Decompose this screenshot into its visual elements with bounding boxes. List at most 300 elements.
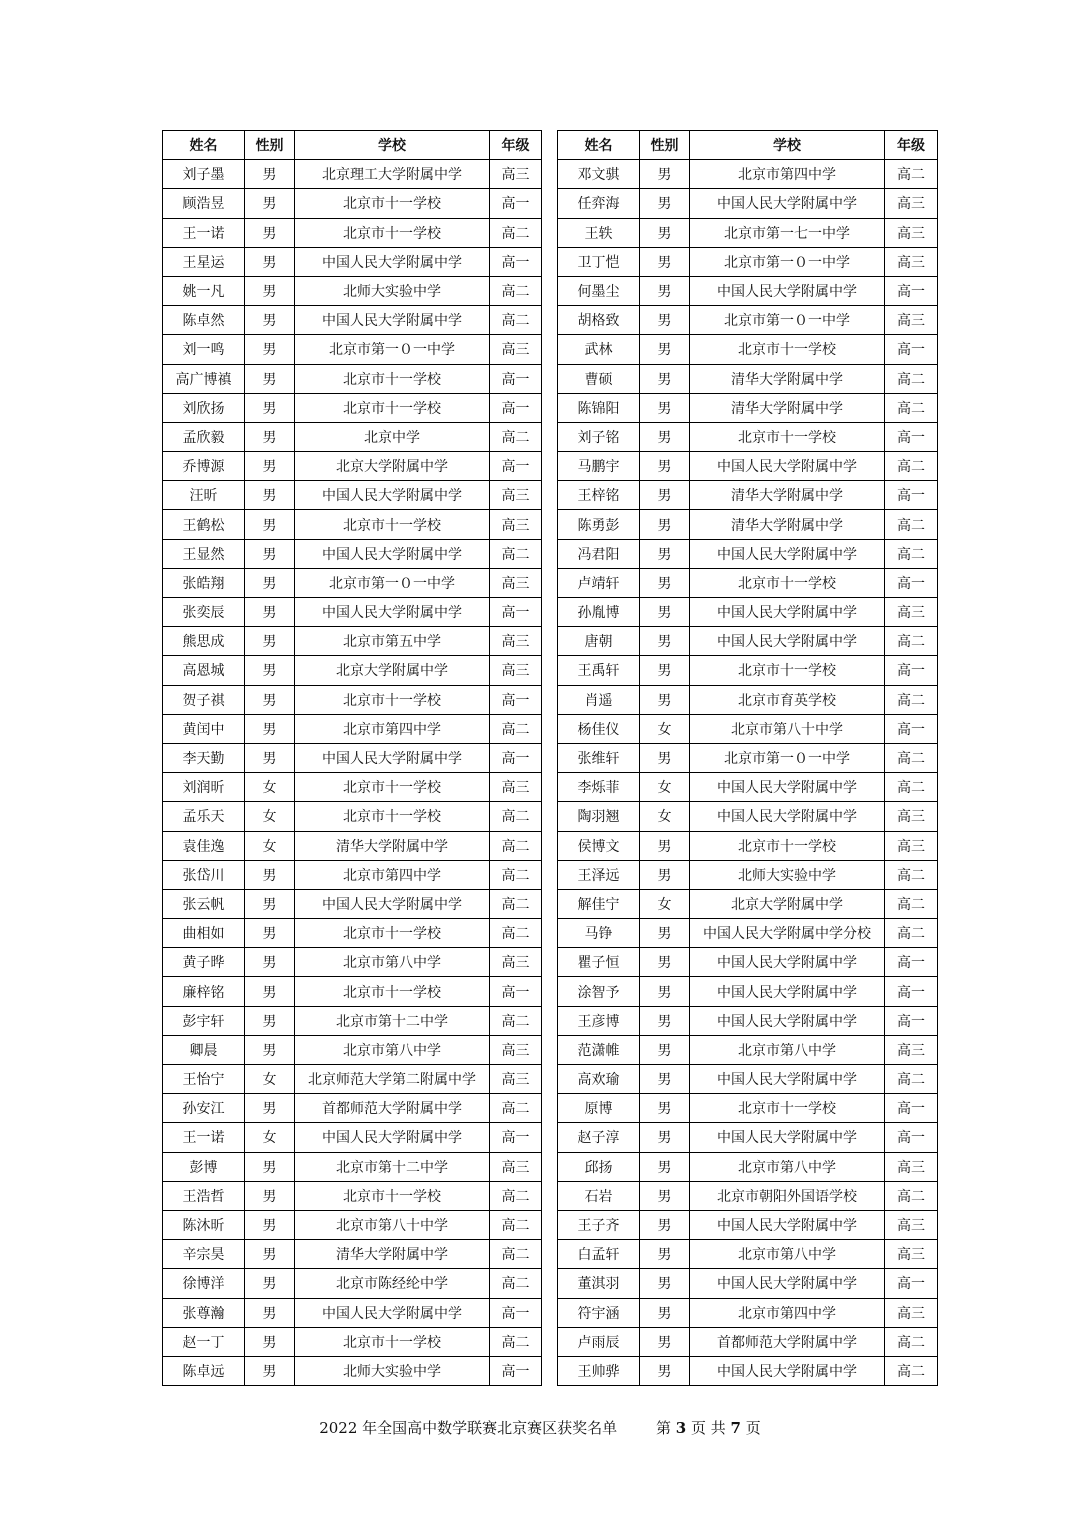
table-row — [163, 568, 542, 597]
cell-school: 北京市十一学校 — [295, 685, 490, 714]
cell-grade: 高一 — [885, 948, 938, 977]
cell-name: 侯博文 — [558, 831, 640, 860]
table-row — [163, 1152, 542, 1181]
page-indicator — [656, 1419, 761, 1437]
cell-school: 北京市第五中学 — [295, 627, 490, 656]
cell-gender: 男 — [640, 1152, 690, 1181]
table-row — [163, 510, 542, 539]
table-row — [558, 831, 938, 860]
cell-grade: 高二 — [885, 393, 938, 422]
table-row — [558, 452, 938, 481]
cell-school: 北京市十一学校 — [295, 919, 490, 948]
cell-grade: 高二 — [490, 1094, 542, 1123]
cell-school: 中国人民大学附属中学 — [690, 598, 885, 627]
cell-school: 北京市十一学校 — [295, 393, 490, 422]
cell-school: 北京市第八中学 — [690, 1035, 885, 1064]
cell-gender: 男 — [245, 1240, 295, 1269]
cell-grade: 高一 — [885, 335, 938, 364]
table-row — [558, 422, 938, 451]
award-table-right — [557, 130, 938, 1386]
cell-grade: 高二 — [490, 1240, 542, 1269]
cell-school: 北京市第八中学 — [690, 1240, 885, 1269]
cell-name: 卢雨辰 — [558, 1327, 640, 1356]
cell-grade: 高二 — [490, 1327, 542, 1356]
cell-name: 张奕辰 — [163, 598, 245, 627]
cell-school: 北京市第一七一中学 — [690, 218, 885, 247]
cell-grade: 高一 — [490, 598, 542, 627]
cell-grade: 高三 — [490, 948, 542, 977]
cell-gender: 男 — [640, 1356, 690, 1385]
cell-name: 解佳宁 — [558, 889, 640, 918]
cell-school: 北师大实验中学 — [295, 276, 490, 305]
cell-grade: 高一 — [885, 481, 938, 510]
cell-name: 卫丁恺 — [558, 247, 640, 276]
cell-grade: 高二 — [490, 422, 542, 451]
cell-name: 张云帆 — [163, 889, 245, 918]
table-row — [163, 1006, 542, 1035]
cell-school: 首都师范大学附属中学 — [690, 1327, 885, 1356]
cell-school: 北京市十一学校 — [690, 656, 885, 685]
cell-gender: 男 — [245, 160, 295, 189]
cell-name: 乔博源 — [163, 452, 245, 481]
cell-grade: 高三 — [490, 1065, 542, 1094]
cell-school: 中国人民大学附属中学 — [690, 773, 885, 802]
table-header-row — [163, 131, 542, 160]
table-row — [558, 1123, 938, 1152]
header-grade: 年级 — [885, 131, 938, 160]
cell-school: 北京市第四中学 — [690, 160, 885, 189]
cell-gender: 男 — [245, 1298, 295, 1327]
table-row — [163, 1269, 542, 1298]
cell-grade: 高一 — [885, 276, 938, 305]
cell-name: 石岩 — [558, 1181, 640, 1210]
cell-name: 瞿子恒 — [558, 948, 640, 977]
cell-school: 北京市十一学校 — [690, 1094, 885, 1123]
cell-grade: 高三 — [885, 1152, 938, 1181]
cell-name: 原博 — [558, 1094, 640, 1123]
cell-gender: 男 — [640, 1240, 690, 1269]
cell-school: 北京市十一学校 — [295, 773, 490, 802]
cell-name: 王梓铭 — [558, 481, 640, 510]
cell-gender: 男 — [640, 539, 690, 568]
cell-grade: 高二 — [885, 860, 938, 889]
cell-gender: 女 — [640, 714, 690, 743]
cell-school: 首都师范大学附属中学 — [295, 1094, 490, 1123]
cell-school: 中国人民大学附属中学 — [690, 1210, 885, 1239]
cell-school: 中国人民大学附属中学 — [295, 1298, 490, 1327]
table-row — [558, 539, 938, 568]
cell-name: 陶羽翘 — [558, 802, 640, 831]
cell-gender: 男 — [245, 627, 295, 656]
cell-gender: 男 — [245, 393, 295, 422]
table-row — [558, 189, 938, 218]
cell-name: 刘子墨 — [163, 160, 245, 189]
cell-name: 高恩城 — [163, 656, 245, 685]
cell-grade: 高一 — [885, 714, 938, 743]
page-prefix: 第 — [655, 1419, 671, 1437]
cell-name: 王一诺 — [163, 1123, 245, 1152]
table-row — [558, 160, 938, 189]
cell-gender: 男 — [245, 685, 295, 714]
cell-school: 北京市第八中学 — [295, 1035, 490, 1064]
table-row — [558, 860, 938, 889]
cell-grade: 高三 — [885, 189, 938, 218]
cell-gender: 男 — [245, 919, 295, 948]
cell-gender: 男 — [245, 598, 295, 627]
cell-name: 曹硕 — [558, 364, 640, 393]
cell-grade: 高一 — [885, 1123, 938, 1152]
cell-gender: 男 — [640, 1327, 690, 1356]
table-row — [558, 276, 938, 305]
cell-school: 清华大学附属中学 — [690, 393, 885, 422]
cell-school: 北京市十一学校 — [690, 335, 885, 364]
table-row — [163, 714, 542, 743]
table-row — [558, 773, 938, 802]
cell-name: 孟乐天 — [163, 802, 245, 831]
table-row — [163, 276, 542, 305]
table-row — [163, 335, 542, 364]
cell-name: 白孟轩 — [558, 1240, 640, 1269]
table-row — [558, 306, 938, 335]
cell-school: 中国人民大学附属中学 — [295, 539, 490, 568]
header-school: 学校 — [690, 131, 885, 160]
cell-name: 王彦博 — [558, 1006, 640, 1035]
cell-gender: 男 — [245, 714, 295, 743]
cell-school: 北京中学 — [295, 422, 490, 451]
cell-grade: 高三 — [490, 773, 542, 802]
cell-school: 北京市十一学校 — [690, 568, 885, 597]
cell-grade: 高三 — [885, 1298, 938, 1327]
cell-school: 北京市第八中学 — [295, 948, 490, 977]
cell-name: 刘一鸣 — [163, 335, 245, 364]
cell-gender: 女 — [640, 773, 690, 802]
cell-name: 彭博 — [163, 1152, 245, 1181]
footer-title: 2022 年全国高中数学联赛北京赛区获奖名单 — [319, 1419, 618, 1437]
table-row — [558, 1152, 938, 1181]
cell-name: 王鹤松 — [163, 510, 245, 539]
cell-gender: 男 — [640, 919, 690, 948]
cell-grade: 高三 — [490, 335, 542, 364]
cell-school: 北京师范大学第二附属中学 — [295, 1065, 490, 1094]
table-row — [558, 335, 938, 364]
cell-school: 北京市第十二中学 — [295, 1006, 490, 1035]
cell-grade: 高二 — [885, 1356, 938, 1385]
cell-name: 王浩哲 — [163, 1181, 245, 1210]
cell-gender: 男 — [245, 1035, 295, 1064]
cell-school: 北京市第一０一中学 — [690, 306, 885, 335]
table-row — [163, 160, 542, 189]
cell-school: 北京市第一０一中学 — [690, 247, 885, 276]
table-row — [558, 743, 938, 772]
cell-school: 中国人民大学附属中学 — [690, 1356, 885, 1385]
table-row — [558, 656, 938, 685]
cell-grade: 高一 — [490, 1298, 542, 1327]
cell-gender: 男 — [245, 1327, 295, 1356]
cell-name: 张皓翔 — [163, 568, 245, 597]
cell-gender: 女 — [640, 889, 690, 918]
cell-name: 冯君阳 — [558, 539, 640, 568]
cell-grade: 高三 — [885, 598, 938, 627]
cell-school: 北京市十一学校 — [295, 218, 490, 247]
cell-name: 王星运 — [163, 247, 245, 276]
cell-school: 中国人民大学附属中学 — [295, 1123, 490, 1152]
cell-gender: 男 — [245, 1181, 295, 1210]
cell-school: 清华大学附属中学 — [690, 481, 885, 510]
cell-school: 中国人民大学附属中学 — [690, 452, 885, 481]
table-row — [558, 510, 938, 539]
cell-gender: 男 — [640, 189, 690, 218]
cell-grade: 高二 — [885, 539, 938, 568]
table-row — [558, 1006, 938, 1035]
cell-school: 中国人民大学附属中学 — [690, 1065, 885, 1094]
cell-name: 任弈海 — [558, 189, 640, 218]
cell-school: 北京市十一学校 — [295, 1327, 490, 1356]
cell-gender: 男 — [640, 1269, 690, 1298]
cell-grade: 高二 — [490, 1210, 542, 1239]
header-school: 学校 — [295, 131, 490, 160]
cell-name: 曲相如 — [163, 919, 245, 948]
cell-gender: 男 — [640, 335, 690, 364]
cell-name: 何墨尘 — [558, 276, 640, 305]
cell-grade: 高三 — [885, 218, 938, 247]
table-row — [558, 977, 938, 1006]
table-row — [163, 452, 542, 481]
cell-gender: 男 — [640, 656, 690, 685]
cell-name: 高广博禛 — [163, 364, 245, 393]
cell-name: 黄子晔 — [163, 948, 245, 977]
table-row — [163, 802, 542, 831]
cell-gender: 男 — [640, 1298, 690, 1327]
cell-school: 北京大学附属中学 — [295, 656, 490, 685]
cell-school: 北京市十一学校 — [690, 422, 885, 451]
cell-name: 高欢瑜 — [558, 1065, 640, 1094]
table-row — [163, 1210, 542, 1239]
cell-name: 卢靖轩 — [558, 568, 640, 597]
table-row — [558, 1035, 938, 1064]
table-row — [163, 218, 542, 247]
cell-grade: 高二 — [490, 889, 542, 918]
cell-grade: 高三 — [885, 306, 938, 335]
cell-grade: 高一 — [885, 422, 938, 451]
cell-name: 陈沐昕 — [163, 1210, 245, 1239]
table-row — [558, 568, 938, 597]
cell-school: 中国人民大学附属中学 — [690, 948, 885, 977]
cell-name: 刘润昕 — [163, 773, 245, 802]
cell-gender: 男 — [640, 948, 690, 977]
table-row — [163, 743, 542, 772]
cell-name: 刘欣扬 — [163, 393, 245, 422]
table-row — [163, 481, 542, 510]
cell-name: 武林 — [558, 335, 640, 364]
cell-name: 肖遥 — [558, 685, 640, 714]
award-table-left — [162, 130, 542, 1386]
cell-grade: 高二 — [885, 1065, 938, 1094]
cell-school: 北京市十一学校 — [295, 510, 490, 539]
table-row — [163, 948, 542, 977]
cell-school: 中国人民大学附属中学 — [690, 1123, 885, 1152]
cell-gender: 男 — [245, 1006, 295, 1035]
cell-gender: 男 — [245, 510, 295, 539]
cell-name: 顾浩昱 — [163, 189, 245, 218]
table-row — [163, 1327, 542, 1356]
cell-grade: 高二 — [490, 714, 542, 743]
cell-name: 李烁菲 — [558, 773, 640, 802]
cell-grade: 高三 — [885, 802, 938, 831]
table-row — [558, 218, 938, 247]
cell-grade: 高一 — [490, 452, 542, 481]
cell-grade: 高二 — [490, 831, 542, 860]
cell-name: 辛宗昊 — [163, 1240, 245, 1269]
cell-gender: 男 — [640, 1094, 690, 1123]
cell-school: 北京市朝阳外国语学校 — [690, 1181, 885, 1210]
table-row — [163, 1065, 542, 1094]
cell-grade: 高二 — [885, 160, 938, 189]
cell-school: 北京大学附属中学 — [690, 889, 885, 918]
cell-school: 中国人民大学附属中学 — [690, 977, 885, 1006]
cell-grade: 高二 — [490, 218, 542, 247]
cell-school: 北京理工大学附属中学 — [295, 160, 490, 189]
cell-gender: 男 — [640, 452, 690, 481]
cell-grade: 高三 — [490, 627, 542, 656]
cell-name: 张尊瀚 — [163, 1298, 245, 1327]
cell-gender: 女 — [640, 802, 690, 831]
cell-name: 袁佳逸 — [163, 831, 245, 860]
table-row — [163, 189, 542, 218]
cell-school: 中国人民大学附属中学 — [295, 598, 490, 627]
table-row — [558, 1065, 938, 1094]
cell-school: 北京市第十二中学 — [295, 1152, 490, 1181]
cell-school: 北京市育英学校 — [690, 685, 885, 714]
cell-name: 贺子祺 — [163, 685, 245, 714]
table-row — [558, 364, 938, 393]
cell-school: 北京市第四中学 — [690, 1298, 885, 1327]
cell-name: 王怡宁 — [163, 1065, 245, 1094]
cell-grade: 高一 — [885, 656, 938, 685]
cell-school: 清华大学附属中学 — [295, 1240, 490, 1269]
cell-gender: 男 — [640, 568, 690, 597]
cell-school: 北京市第八十中学 — [690, 714, 885, 743]
cell-school: 中国人民大学附属中学分校 — [690, 919, 885, 948]
cell-school: 中国人民大学附属中学 — [295, 481, 490, 510]
cell-gender: 男 — [640, 160, 690, 189]
table-row — [558, 1240, 938, 1269]
cell-grade: 高一 — [490, 247, 542, 276]
cell-gender: 男 — [640, 627, 690, 656]
table-row — [558, 802, 938, 831]
cell-school: 北师大实验中学 — [295, 1356, 490, 1385]
cell-gender: 男 — [640, 831, 690, 860]
table-row — [163, 422, 542, 451]
cell-name: 符宇涵 — [558, 1298, 640, 1327]
cell-grade: 高一 — [490, 189, 542, 218]
cell-name: 陈勇彭 — [558, 510, 640, 539]
cell-grade: 高一 — [490, 1356, 542, 1385]
cell-grade: 高二 — [885, 364, 938, 393]
cell-school: 北京市第八中学 — [690, 1152, 885, 1181]
table-row — [163, 977, 542, 1006]
cell-school: 北京大学附属中学 — [295, 452, 490, 481]
header-name: 姓名 — [163, 131, 245, 160]
cell-school: 北京市第一０一中学 — [690, 743, 885, 772]
cell-school: 北京市第一０一中学 — [295, 568, 490, 597]
cell-grade: 高二 — [885, 685, 938, 714]
cell-gender: 男 — [640, 510, 690, 539]
cell-school: 北京市第四中学 — [295, 860, 490, 889]
table-row — [163, 247, 542, 276]
table-row — [558, 889, 938, 918]
cell-grade: 高三 — [490, 568, 542, 597]
table-row — [558, 1094, 938, 1123]
cell-grade: 高一 — [885, 977, 938, 1006]
cell-name: 马鹏宇 — [558, 452, 640, 481]
cell-name: 赵一丁 — [163, 1327, 245, 1356]
table-row — [163, 656, 542, 685]
cell-name: 陈锦阳 — [558, 393, 640, 422]
cell-gender: 男 — [640, 1065, 690, 1094]
cell-gender: 男 — [640, 598, 690, 627]
cell-name: 涂智予 — [558, 977, 640, 1006]
table-row — [558, 247, 938, 276]
table-row — [163, 598, 542, 627]
cell-gender: 男 — [245, 568, 295, 597]
table-row — [163, 685, 542, 714]
cell-gender: 女 — [245, 1065, 295, 1094]
table-row — [558, 1327, 938, 1356]
cell-grade: 高二 — [490, 1006, 542, 1035]
cell-grade: 高一 — [490, 685, 542, 714]
cell-grade: 高三 — [885, 1035, 938, 1064]
table-row — [558, 598, 938, 627]
page-suffix: 页 — [745, 1419, 761, 1437]
cell-gender: 男 — [245, 189, 295, 218]
cell-gender: 男 — [245, 306, 295, 335]
cell-gender: 男 — [640, 860, 690, 889]
cell-grade: 高二 — [885, 510, 938, 539]
table-row — [558, 1269, 938, 1298]
table-row — [558, 481, 938, 510]
cell-name: 王禹轩 — [558, 656, 640, 685]
cell-gender: 男 — [245, 422, 295, 451]
cell-grade: 高三 — [490, 160, 542, 189]
cell-school: 中国人民大学附属中学 — [690, 276, 885, 305]
table-row — [163, 1035, 542, 1064]
cell-school: 中国人民大学附属中学 — [690, 1269, 885, 1298]
cell-name: 李天勤 — [163, 743, 245, 772]
cell-name: 范潇帷 — [558, 1035, 640, 1064]
header-grade: 年级 — [490, 131, 542, 160]
cell-gender: 男 — [640, 247, 690, 276]
cell-gender: 男 — [640, 977, 690, 1006]
cell-name: 张维轩 — [558, 743, 640, 772]
cell-grade: 高二 — [885, 919, 938, 948]
cell-grade: 高三 — [490, 1035, 542, 1064]
cell-gender: 男 — [245, 948, 295, 977]
cell-name: 孙胤博 — [558, 598, 640, 627]
cell-name: 黄闰中 — [163, 714, 245, 743]
page-current: 3 — [675, 1419, 687, 1437]
cell-gender: 男 — [640, 422, 690, 451]
cell-grade: 高二 — [885, 743, 938, 772]
table-row — [558, 714, 938, 743]
table-row — [558, 919, 938, 948]
cell-grade: 高二 — [885, 773, 938, 802]
cell-grade: 高三 — [490, 656, 542, 685]
table-row — [163, 773, 542, 802]
cell-name: 王显然 — [163, 539, 245, 568]
cell-name: 张岱川 — [163, 860, 245, 889]
cell-name: 邓文骐 — [558, 160, 640, 189]
page-footer — [0, 1417, 1080, 1438]
